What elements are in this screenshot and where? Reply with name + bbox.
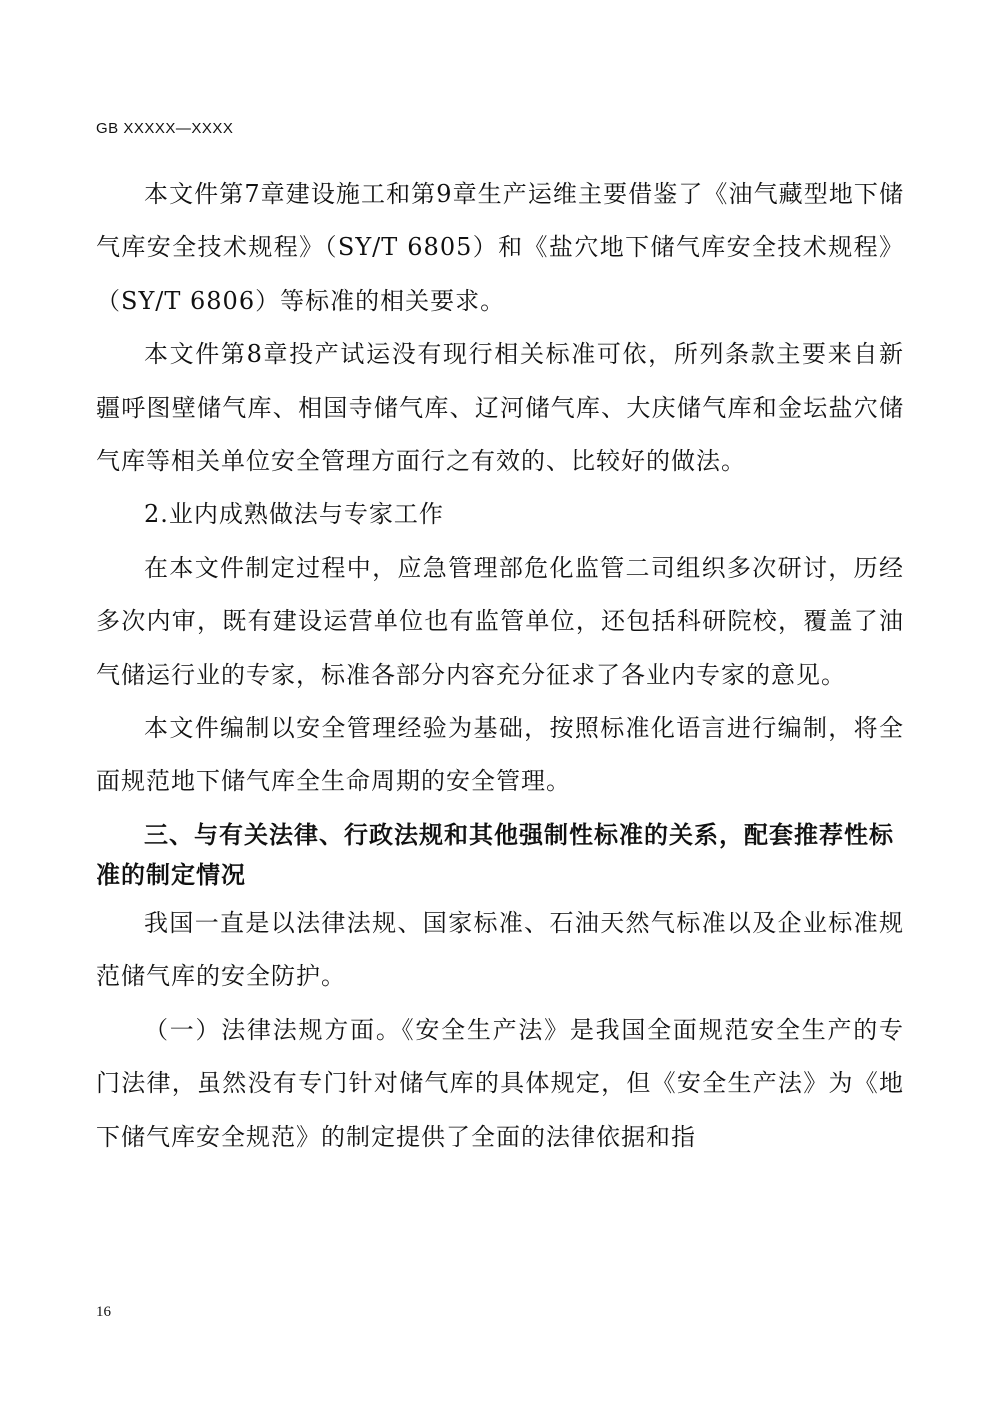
body-text (96, 168, 904, 1164)
paragraph-expert-review: 在本文件制定过程中，应急管理部危化监管二司组织多次研讨，历经多次内审，既有建设运营单位也有监管单位，还包括科研院校，覆盖了油气储运行业的专家，标准各部分内容充分征求了各业内专家的意见。 (96, 553, 904, 689)
paragraph-chapter8-practices: 本文件第8章投产试运没有现行相关标准可依，所列条款主要来自新疆呼图壁储气库、相国寺储气库、辽河储气库、大庆储气库和金坛盐穴储气库等相关单位安全管理方面行之有效的、比较好的做法。 (96, 340, 904, 476)
section-heading-three: 三、与有关法律、行政法规和其他强制性标准的关系，配套推荐性标准的制定情况 (96, 820, 894, 889)
document-code-header: GB XXXXX—XXXX (96, 120, 234, 137)
paragraph-laws-regulations: （一）法律法规方面。《安全生产法》是我国全面规范安全生产的专门法律，虽然没有专门针对储气库的具体规定，但《安全生产法》为《地下储气库安全规范》的制定提供了全面的法律依据和指 (96, 1015, 904, 1151)
paragraph-chapter7-9-references: 本文件第7章建设施工和第9章生产运维主要借鉴了《油气藏型地下储气库安全技术规程》（SY/T 6805）和《盐穴地下储气库安全技术规程》（SY/T 6806）等标准的相关要求。 (96, 180, 904, 315)
subsection-title-industry-practice: 2.业内成熟做法与专家工作 (144, 500, 444, 529)
paragraph-regulatory-overview: 我国一直是以法律法规、国家标准、石油天然气标准以及企业标准规范储气库的安全防护。 (96, 908, 904, 991)
paragraph-compilation-basis: 本文件编制以安全管理经验为基础，按照标准化语言进行编制，将全面规范地下储气库全生命周期的安全管理。 (96, 714, 904, 796)
page-number: 16 (96, 1304, 111, 1320)
